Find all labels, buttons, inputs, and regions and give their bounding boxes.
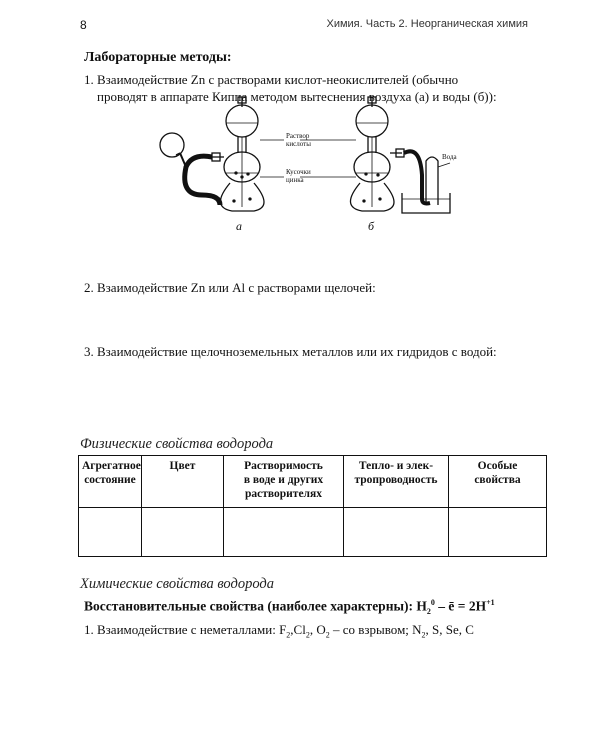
col-color: Цвет <box>142 456 224 508</box>
col-solubility: Растворимость в воде и других растворителях <box>224 456 344 508</box>
running-title: Химия. Часть 2. Неорганическая химия <box>326 18 528 30</box>
col-special-properties: Особые свойства <box>449 456 547 508</box>
chemical-properties-title: Химические свойства водорода <box>80 576 274 592</box>
kipp-apparatus-figure <box>150 95 470 235</box>
apparatus-b <box>350 97 450 213</box>
lab-item-1-line-2: проводят в аппарате Киппа методом вытеснения воздуха (а) и воды (б)): <box>97 89 497 104</box>
caption-b: б <box>368 219 375 233</box>
physical-properties-table <box>78 455 547 557</box>
answer-cell[interactable] <box>79 508 142 557</box>
answer-cell[interactable] <box>344 508 449 557</box>
label-water: Вода <box>442 153 457 161</box>
lab-item-1-line-1: 1. Взаимодействие Zn с растворами кислот-неокислителей (обычно <box>84 72 459 87</box>
lab-item-2: 2. Взаимодействие Zn или Al с растворами щелочей: <box>84 280 376 295</box>
answer-cell[interactable] <box>449 508 547 557</box>
reducing-properties-line: Восстановительные свойства (наиболее характерны): $H_2^0$ – ē = $2H^{+1}$ <box>84 598 495 617</box>
chemical-item-1: 1. Взаимодействие с неметаллами: $F_2,Cl_2$, $O_2$ – со взрывом; $N_2$, S, Se, C <box>84 622 474 640</box>
answer-cell[interactable] <box>224 508 344 557</box>
apparatus-a <box>160 97 264 211</box>
lab-methods-heading: Лабораторные методы: <box>84 50 232 65</box>
table-row <box>79 508 547 557</box>
answer-cell[interactable] <box>142 508 224 557</box>
col-conductivity: Тепло- и элек- тропроводность <box>344 456 449 508</box>
label-zinc-pieces: Кусочки цинка <box>286 168 311 184</box>
label-acid-solution: Раствор кислоты <box>286 132 311 148</box>
physical-properties-title: Физические свойства водорода <box>80 436 274 452</box>
kipp-apparatus-drawing <box>150 95 470 235</box>
col-aggregate-state: Агрегатное состояние <box>79 456 142 508</box>
table-header-row <box>79 456 547 508</box>
lab-item-3: 3. Взаимодействие щелочноземельных металлов или их гидридов с водой: <box>84 344 497 359</box>
caption-a: а <box>236 219 242 233</box>
page-number: 8 <box>80 18 87 32</box>
